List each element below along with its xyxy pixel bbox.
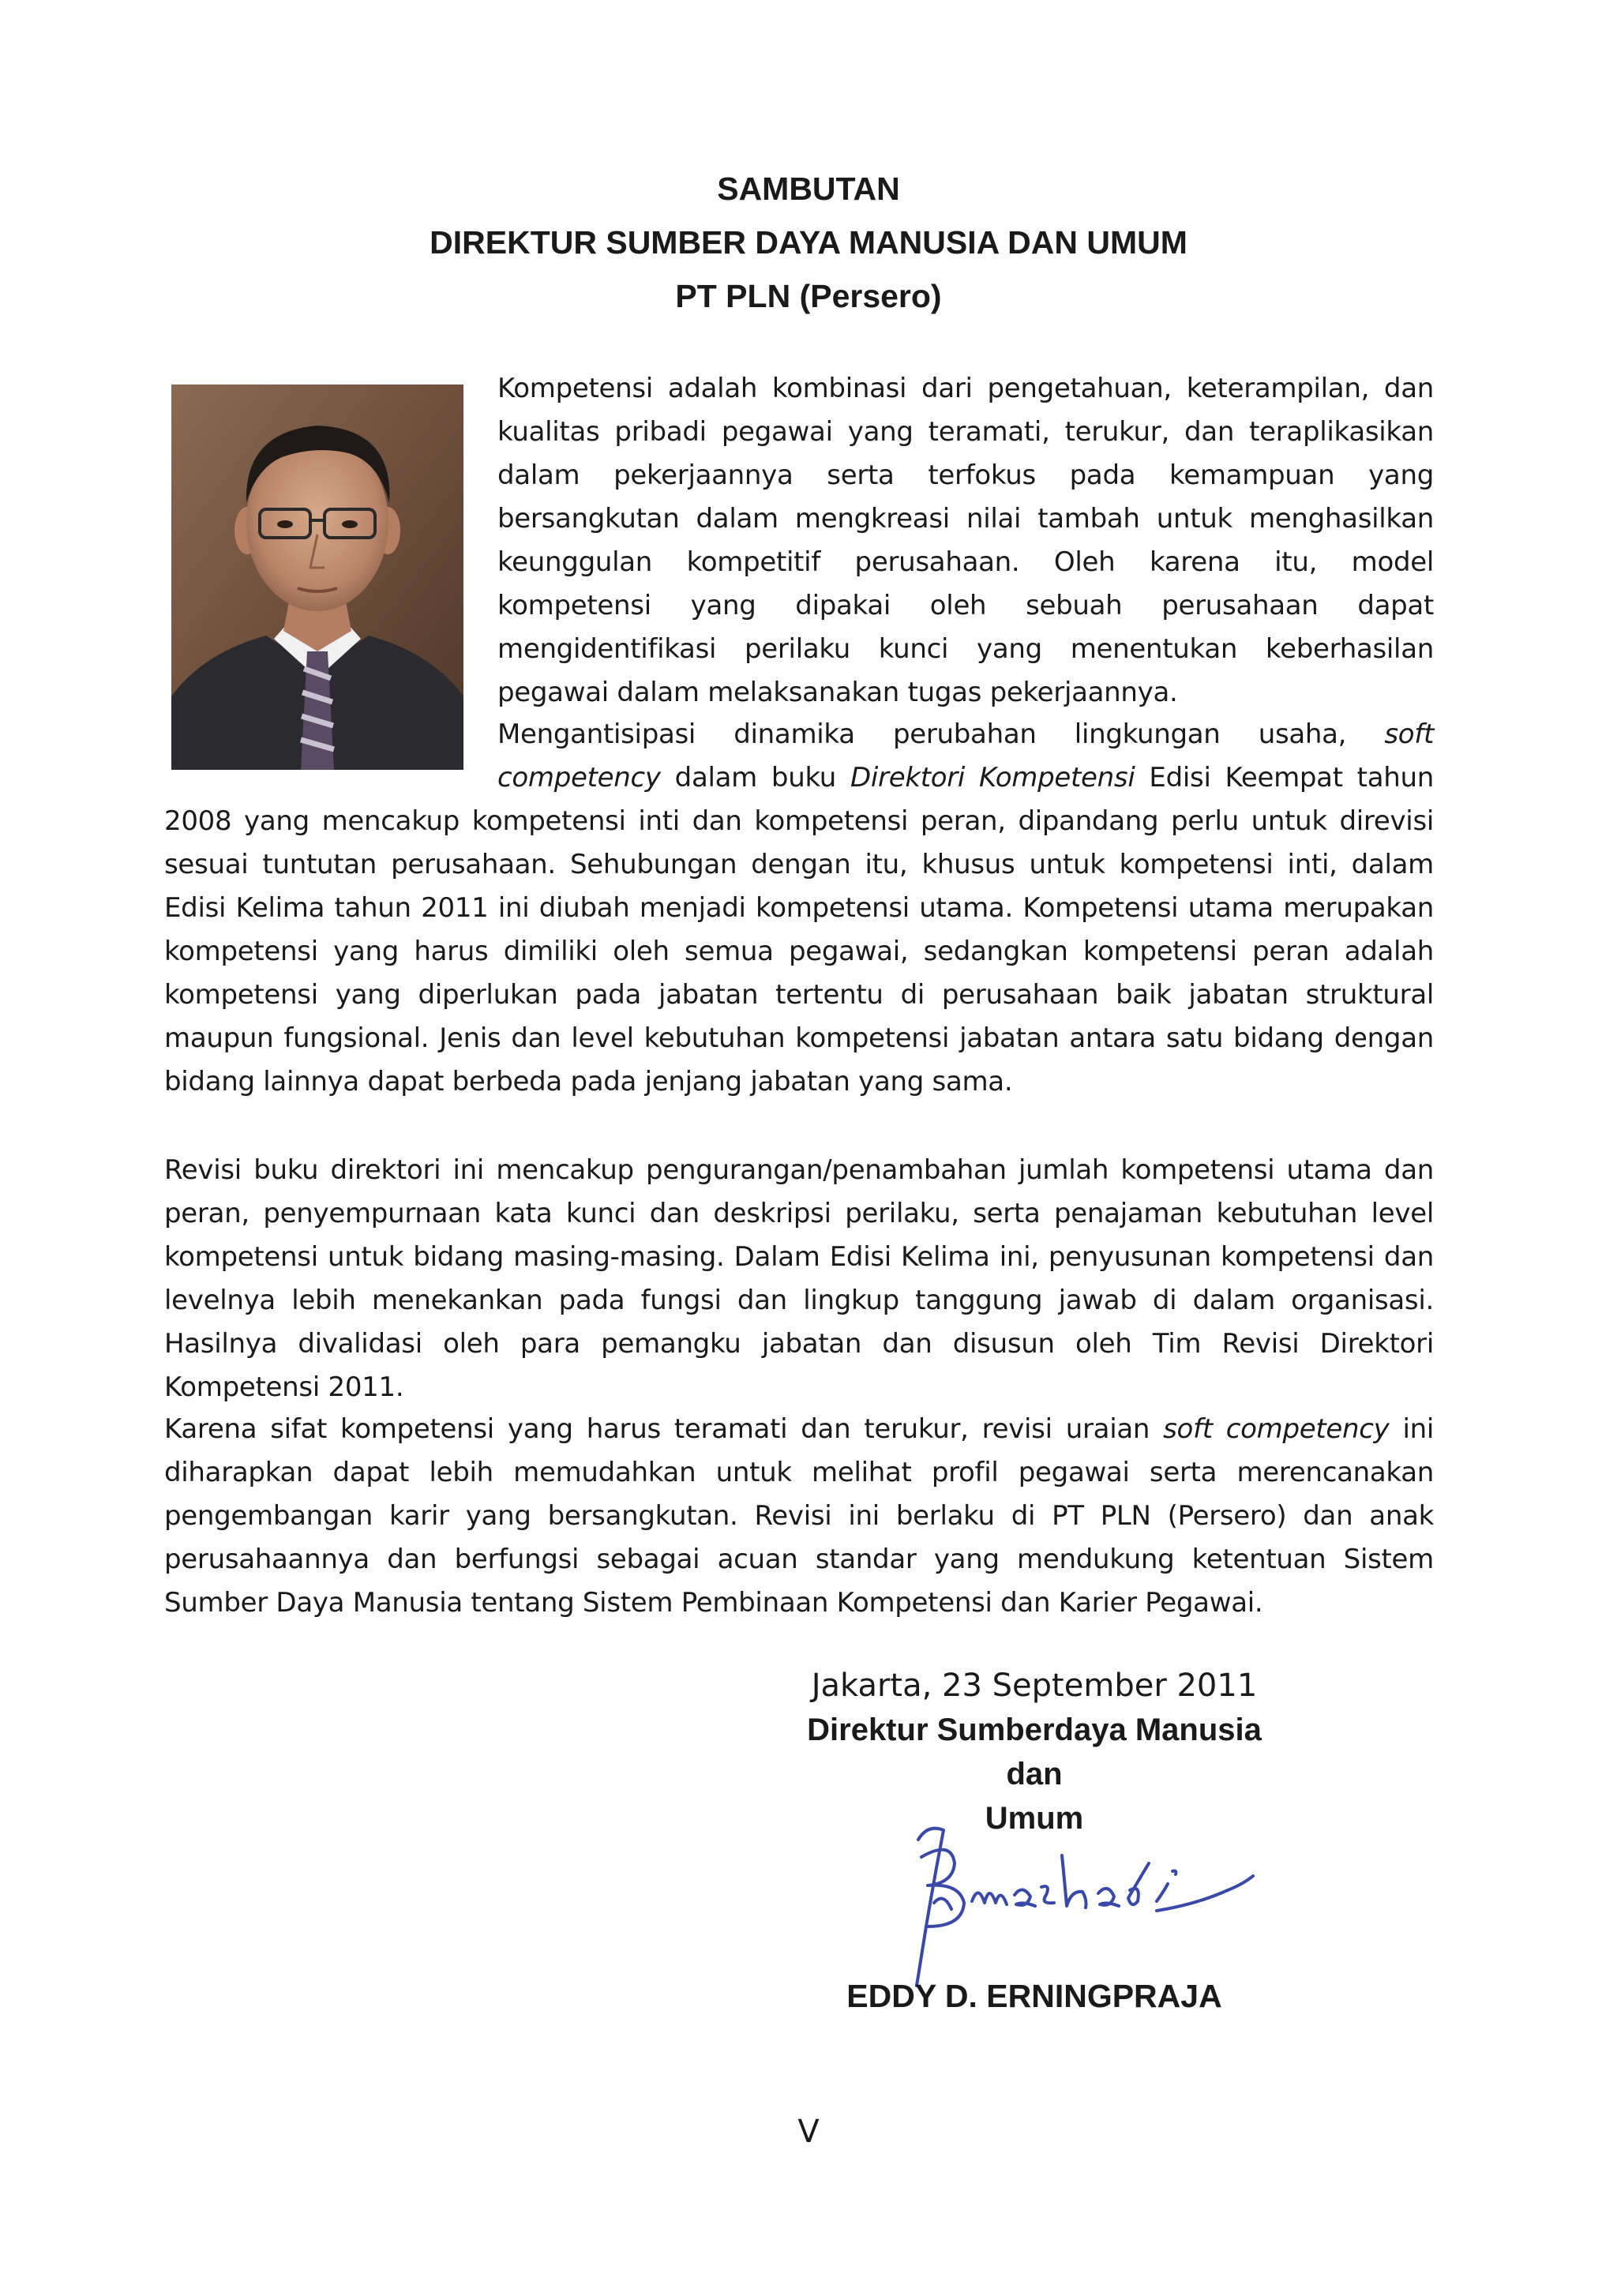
paragraph-3 bbox=[164, 1149, 1434, 1409]
heading-line-sambutan: SAMBUTAN bbox=[717, 171, 900, 207]
handwritten-signature-icon bbox=[896, 1808, 1291, 1998]
paragraph-4-text-a: Karena sifat kompetensi yang harus teramati dan terukur, revisi uraian bbox=[164, 1413, 1164, 1445]
paragraph-2-text-c: dalam buku bbox=[660, 762, 850, 793]
paragraph-2-text-a: Mengantisipasi dinamika perubahan lingkungan usaha, bbox=[497, 718, 1385, 750]
paragraph-3-text: Revisi buku direktori ini mencakup pengurangan/penambahan jumlah kompetensi utama dan peran, penyempurnaan kata kunci dan deskripsi perilaku, serta penajaman kebutuhan level kompetensi untuk bidang masing-masing. Dalam Edisi Kelima ini, penyusunan kompetensi dan levelnya lebih menekankan pada fungsi dan lingkup tanggung jawab di dalam organisasi. Hasilnya divalidasi oleh para pemangku jabatan dan disusun oleh Tim Revisi Direktori Kompetensi 2011. bbox=[164, 1154, 1434, 1403]
paragraph-2-italic-soft-competency: soft competency bbox=[497, 718, 1434, 793]
signer-title-line-1: Direktur Sumberdaya Manusia dan bbox=[807, 1713, 1262, 1791]
paragraph-1-text: Kompetensi adalah kombinasi dari pengetahuan, keterampilan, dan kualitas pribadi pegawai yang teramati, terukur, dan teraplikasikan dalam pekerjaannya serta terfokus pada kemampuan yang bersangkutan dalam mengkreasi nilai tambah untuk menghasilkan keunggulan kompetitif perusahaan. Oleh karena itu, model kompetensi yang dipakai oleh sebuah perusahaan dapat mengidentifikasi perilaku kunci yang menentukan keberhasilan pegawai dalam melaksanakan tugas pekerjaannya. bbox=[497, 373, 1434, 708]
paragraph-4-text-c: ini diharapkan dapat lebih memudahkan untuk melihat profil pegawai serta merencanakan pengembangan karir yang bersangkutan. Revisi ini berlaku di PT PLN (Persero) dan anak perusahaannya dan berfungsi sebagai acuan standar yang mendukung ketentuan Sistem Sumber Daya Manusia tentang Sistem Pembinaan Kompetensi dan Karier Pegawai. bbox=[164, 1413, 1434, 1619]
heading-line-director: DIREKTUR SUMBER DAYA MANUSIA DAN UMUM bbox=[430, 224, 1187, 261]
portrait-spacer bbox=[164, 713, 497, 800]
paragraph-4-italic-soft-competency: soft competency bbox=[1163, 1413, 1390, 1445]
heading-line-company: PT PLN (Persero) bbox=[675, 278, 942, 314]
paragraph-2-italic-direktori: Direktori Kompetensi bbox=[850, 762, 1135, 793]
paragraph-2-text-e: Edisi Keempat tahun 2008 yang mencakup kompetensi inti dan kompetensi peran, dipandang perlu untuk direvisi sesuai tuntutan perusahaan. Sehubungan dengan itu, khusus untuk kompetensi inti, dalam Edisi Kelima tahun 2011 ini diubah menjadi kompetensi utama. Kompetensi utama merupakan kompetensi yang harus dimiliki oleh semua pegawai, sedangkan kompetensi peran adalah kompetensi yang diperlukan pada jabatan tertentu di perusahaan baik jabatan struktural maupun fungsional. Jenis dan level kebutuhan kompetensi jabatan antara satu bidang dengan bidang lainnya dapat berbeda pada jenjang jabatan yang sama. bbox=[164, 762, 1434, 1097]
paragraph-2 bbox=[164, 713, 1434, 1104]
signer-title-line-2: Umum bbox=[985, 1801, 1084, 1836]
place-date: Jakarta, 23 September 2011 bbox=[811, 1668, 1258, 1704]
page-heading bbox=[0, 162, 1617, 323]
page-number: V bbox=[797, 2114, 820, 2150]
paragraph-4 bbox=[164, 1408, 1434, 1625]
signer-name: EDDY D. ERNINGPRAJA bbox=[846, 1978, 1222, 2014]
